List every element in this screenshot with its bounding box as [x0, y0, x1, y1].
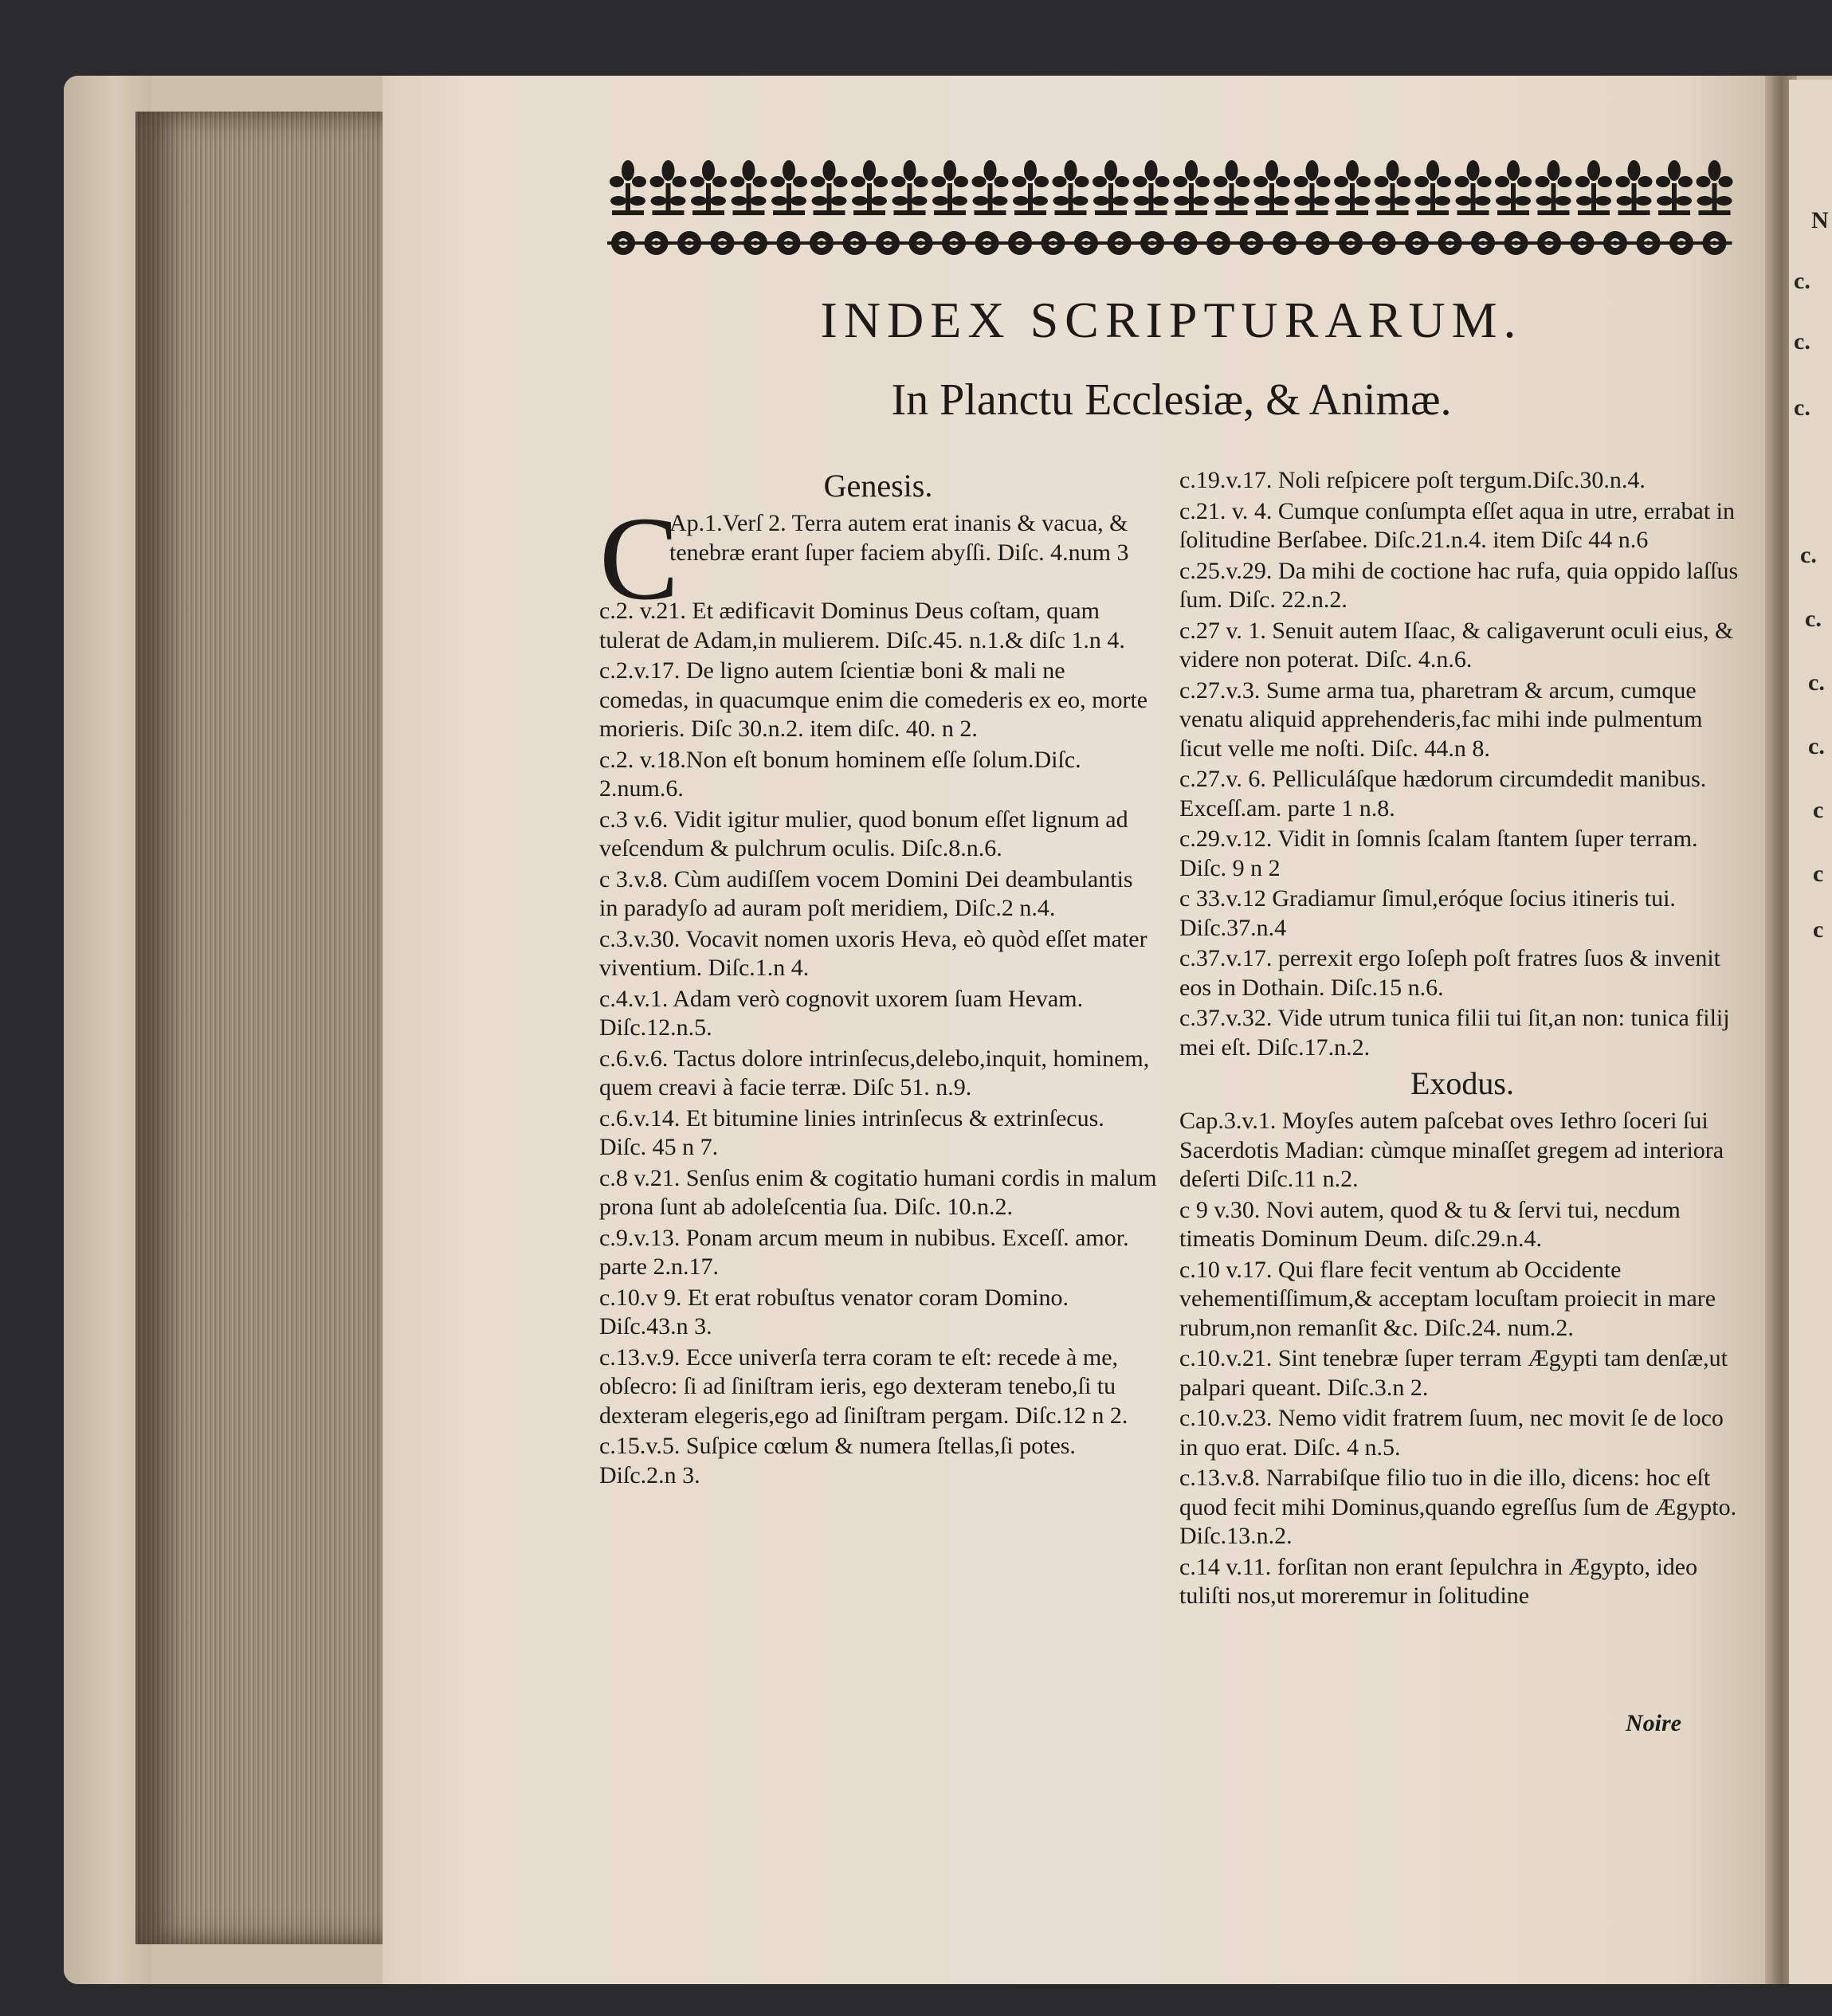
rosette-mark: [971, 231, 1005, 255]
next-page-letter: c.: [1808, 733, 1825, 759]
next-page-letter: c.: [1794, 268, 1810, 294]
rosette-mark: [707, 231, 740, 255]
right-column: [1179, 466, 1745, 1613]
fleuron-mark: [932, 160, 968, 215]
index-entry: c.2. v.21. Et ædificavit Dominus Deus coſtam, quam tulerat de Adam,in mulierem. Diſc.45. n.1.& diſc 1.n 4.: [599, 598, 1125, 653]
index-entry: c.2.v.17. De ligno autem ſcientiæ boni & mali ne comedas, in quacumque enim die comederis ex eo, morte morieris. Diſc 30.n.2. item diſc. 40. n 2.: [599, 657, 1148, 742]
next-page-letter: c: [1813, 861, 1824, 887]
fleuron-mark: [1375, 160, 1411, 215]
fleuron-mark: [1053, 160, 1089, 215]
page-subtitle: In Planctu Ecclesiæ, & Animæ.: [891, 375, 1452, 425]
rosette-mark: [806, 231, 839, 255]
next-page-letter: c: [1813, 797, 1824, 823]
index-entry: c.29.v.12. Vidit in ſomnis ſcalam ſtantem ſuper terram. Diſc. 9 n 2: [1179, 826, 1698, 881]
index-entry: c.37.v.32. Vide utrum tunica filii tui ſit,an non: tunica filij mei eſt. Diſc.17.n.2.: [1179, 1005, 1730, 1061]
rosette-mark: [739, 231, 773, 255]
rosette-mark: [839, 231, 873, 255]
index-entry: c.10.v 9. Et erat robuſtus venator coram Domino. Diſc.43.n 3.: [599, 1284, 1069, 1339]
index-entry: c 3.v.8. Cùm audiſſem vocem Domini Dei deambulantis in paradyſo ad auram poſt meridiem, Diſc.2 n.4.: [599, 865, 1133, 921]
rosette-mark: [938, 231, 971, 255]
fleuron-mark: [851, 160, 888, 215]
rosette-mark: [1070, 231, 1104, 255]
next-page-letter: c.: [1805, 606, 1822, 632]
fleuron-mark: [1414, 160, 1451, 215]
rosette-mark: [1236, 231, 1269, 255]
rosette-mark: [1434, 231, 1468, 255]
rosette-mark: [905, 231, 939, 255]
rosette-mark: [1501, 231, 1534, 255]
fleuron-mark: [1334, 160, 1371, 215]
book-heading-genesis: Genesis.: [823, 468, 933, 504]
fleuron-ornament-band: [606, 159, 1737, 263]
fleuron-mark: [1294, 160, 1331, 215]
first-entry: [599, 492, 1157, 625]
left-column: [599, 466, 1157, 1492]
fleuron-mark: [1697, 160, 1733, 215]
index-entry: c.9.v.13. Ponam arcum meum in nubibus. Exceſſ. amor. parte 2.n.17.: [599, 1224, 1129, 1280]
rosette-mark: [773, 231, 806, 255]
fleuron-mark: [1133, 160, 1170, 215]
fleuron-mark: [811, 160, 848, 215]
index-entry: c.2. v.18.Non eſt bonum hominem eſſe ſolum.Diſc. 2.num.6.: [599, 746, 1081, 802]
fleuron-mark: [1214, 160, 1250, 215]
fleuron-mark: [1253, 160, 1290, 215]
fleuron-mark: [1536, 160, 1572, 215]
index-entry: c.19.v.17. Noli reſpicere poſt tergum.Diſc.30.n.4.: [1179, 467, 1646, 493]
fleuron-mark: [1093, 160, 1129, 215]
index-entry: c.4.v.1. Adam verò cognovit uxorem ſuam Hevam. Diſc.12.n.5.: [599, 985, 1084, 1041]
fleuron-mark: [1012, 160, 1049, 215]
index-entry: Cap.3.v.1. Moyſes autem paſcebat oves Iethro ſoceri ſui Sacerdotis Madian: cùmque minaſſet gregem ad interiora deſerti Diſc.11 n.2.: [1179, 1108, 1724, 1192]
rosette-mark: [1368, 231, 1402, 255]
rosette-mark: [1104, 231, 1137, 255]
rosette-mark: [1533, 231, 1567, 255]
fleuron-mark: [972, 160, 1009, 215]
fleuron-mark: [690, 160, 727, 215]
catchword: Noire: [1626, 1710, 1681, 1736]
index-entry: c.14 v.11. forſitan non erant ſepulchra in Ægypto, ideo tuliſti nos,ut moreremur in ſolitudine: [1179, 1553, 1698, 1609]
fleuron-mark: [610, 160, 646, 215]
fleuron-mark: [1575, 160, 1612, 215]
rosette-mark: [1004, 231, 1038, 255]
rosette-mark: [673, 231, 707, 255]
rosette-mark: [641, 231, 674, 255]
rosette-mark: [1170, 231, 1203, 255]
fleuron-mark: [1616, 160, 1653, 215]
next-page-letter: c.: [1794, 328, 1810, 355]
rosette-mark: [1599, 231, 1633, 255]
rosette-mark: [1302, 231, 1336, 255]
index-entry: c.27.v.3. Sume arma tua, pharetram & arcum, cumque venatu aliquid apprehenderis,fac mihi inde pulmentum ſicut velle me noſti. Diſc. 44.n 8.: [1179, 677, 1703, 762]
index-entry: c.21. v. 4. Cumque conſumpta eſſet aqua in utre, errabat in ſolitudine Berſabee. Diſc.21.n.4. item Diſc 44 n.6: [1179, 497, 1736, 553]
rosette-mark: [1467, 231, 1501, 255]
next-page-letter: c: [1813, 916, 1824, 943]
index-entry: c.27 v. 1. Senuit autem Iſaac, & caligaverunt oculi eius, & videre non poterat. Diſc. 4.n.6.: [1179, 617, 1734, 673]
rosette-mark: [1269, 231, 1302, 255]
rosette-mark: [607, 231, 641, 255]
drop-cap: C: [599, 492, 680, 625]
book-heading-exodus: Exodus.: [1410, 1065, 1514, 1101]
index-entry: c.13.v.8. Narrabiſque filio tuo in die illo, dicens: hoc eſt quod fecit mihi Dominus,quando egreſſus ſum de Ægypto. Diſc.13.n.2.: [1179, 1465, 1737, 1549]
index-entry: c.6.v.14. Et bitumine linies intrinſecus & extrinſecus. Diſc. 45 n 7.: [599, 1104, 1104, 1160]
fleuron-mark: [771, 160, 807, 215]
rosette-mark: [1633, 231, 1666, 255]
rosette-mark: [1665, 231, 1699, 255]
next-page-letter: N: [1811, 207, 1829, 233]
fleuron-mark: [1173, 160, 1210, 215]
index-entry: c.37.v.17. perrexit ergo Ioſeph poſt fratres ſuos & invenit eos in Dothain. Diſc.15 n.6.: [1179, 945, 1720, 1001]
index-entry: c 9 v.30. Novi autem, quod & tu & ſervi tui, necdum timeatis Dominum Deum. diſc.29.n.4.: [1179, 1196, 1681, 1252]
page-edges: [135, 112, 414, 1944]
index-entry: c.6.v.6. Tactus dolore intrinſecus,delebo,inquit, hominem, quem creavi à facie terræ. Diſc 51. n.9.: [599, 1045, 1150, 1100]
index-entry: c.27.v. 6. Pelliculáſque hædorum circumdedit manibus. Exceſſ.am. parte 1 n.8.: [1179, 766, 1707, 822]
rosette-mark: [1401, 231, 1434, 255]
fleuron-mark: [731, 160, 767, 215]
rosette-mark: [1202, 231, 1236, 255]
rosette-mark: [1699, 231, 1732, 255]
index-entry: c.10.v.23. Nemo vidit fratrem ſuum, nec movit ſe de loco in quo erat. Diſc. 4 n.5.: [1179, 1405, 1724, 1461]
index-entry: c.10.v.21. Sint tenebræ ſuper terram Ægypti tam denſæ,ut palpari queant. Diſc.3.n 2.: [1179, 1345, 1728, 1401]
fleuron-mark: [1656, 160, 1693, 215]
index-entry: c 33.v.12 Gradiamur ſimul,eróque ſocius itineris tui. Diſc.37.n.4: [1179, 885, 1676, 941]
index-entry: Ap.1.Verſ 2. Terra autem erat inanis & vacua, & tenebræ erant ſuper faciem abyſſi. Diſc. 4.num 3: [669, 510, 1129, 566]
index-entry: c.15.v.5. Suſpice cœlum & numera ſtellas,ſi potes. Diſc.2.n 3.: [599, 1433, 1076, 1488]
rosette-mark: [1136, 231, 1170, 255]
index-entry: c.25.v.29. Da mihi de coctione hac rufa, quia oppido laſſus ſum. Diſc. 22.n.2.: [1179, 557, 1739, 613]
next-page-fragment: [1789, 80, 1832, 1984]
page-title: INDEX SCRIPTURARUM.: [820, 292, 1523, 348]
next-page-letter: c.: [1808, 669, 1825, 696]
rosette-mark: [1038, 231, 1071, 255]
rosette-mark: [1335, 231, 1368, 255]
fleuron-mark: [892, 160, 928, 215]
index-entry: c.3.v.30. Vocavit nomen uxoris Heva, eò quòd eſſet mater viventium. Diſc.1.n 4.: [599, 925, 1147, 981]
index-entry: c.8 v.21. Senſus enim & cogitatio humani cordis in malum prona ſunt ab adoleſcentia ſua. Diſc. 10.n.2.: [599, 1164, 1157, 1220]
index-entry: c.13.v.9. Ecce univerſa terra coram te eſt: recede à me, obſecro: ſi ad ſiniſtram ieris, ego dexteram tenebo,ſi tu dexteram elegeris,ego ad ſiniſtram pergam. Diſc.12 n 2.: [599, 1343, 1128, 1429]
fleuron-mark: [1495, 160, 1532, 215]
fleuron-mark: [650, 160, 687, 215]
fleuron-mark: [1455, 160, 1492, 215]
rosette-mark: [872, 231, 905, 255]
next-page-letter: c.: [1794, 394, 1810, 421]
index-entry: c.3 v.6. Vidit igitur mulier, quod bonum eſſet lignum ad veſcendum & pulchrum oculis. Diſc.8.n.6.: [599, 806, 1128, 861]
index-entry: c.10 v.17. Qui flare fecit ventum ab Occidente vehementiſſimum,& acceptam locuſtam proiecit in mare rubrum,non remanſit &c. Diſc.24. num.2.: [1179, 1256, 1716, 1341]
next-page-letter: c.: [1800, 542, 1817, 568]
rosette-mark: [1567, 231, 1600, 255]
